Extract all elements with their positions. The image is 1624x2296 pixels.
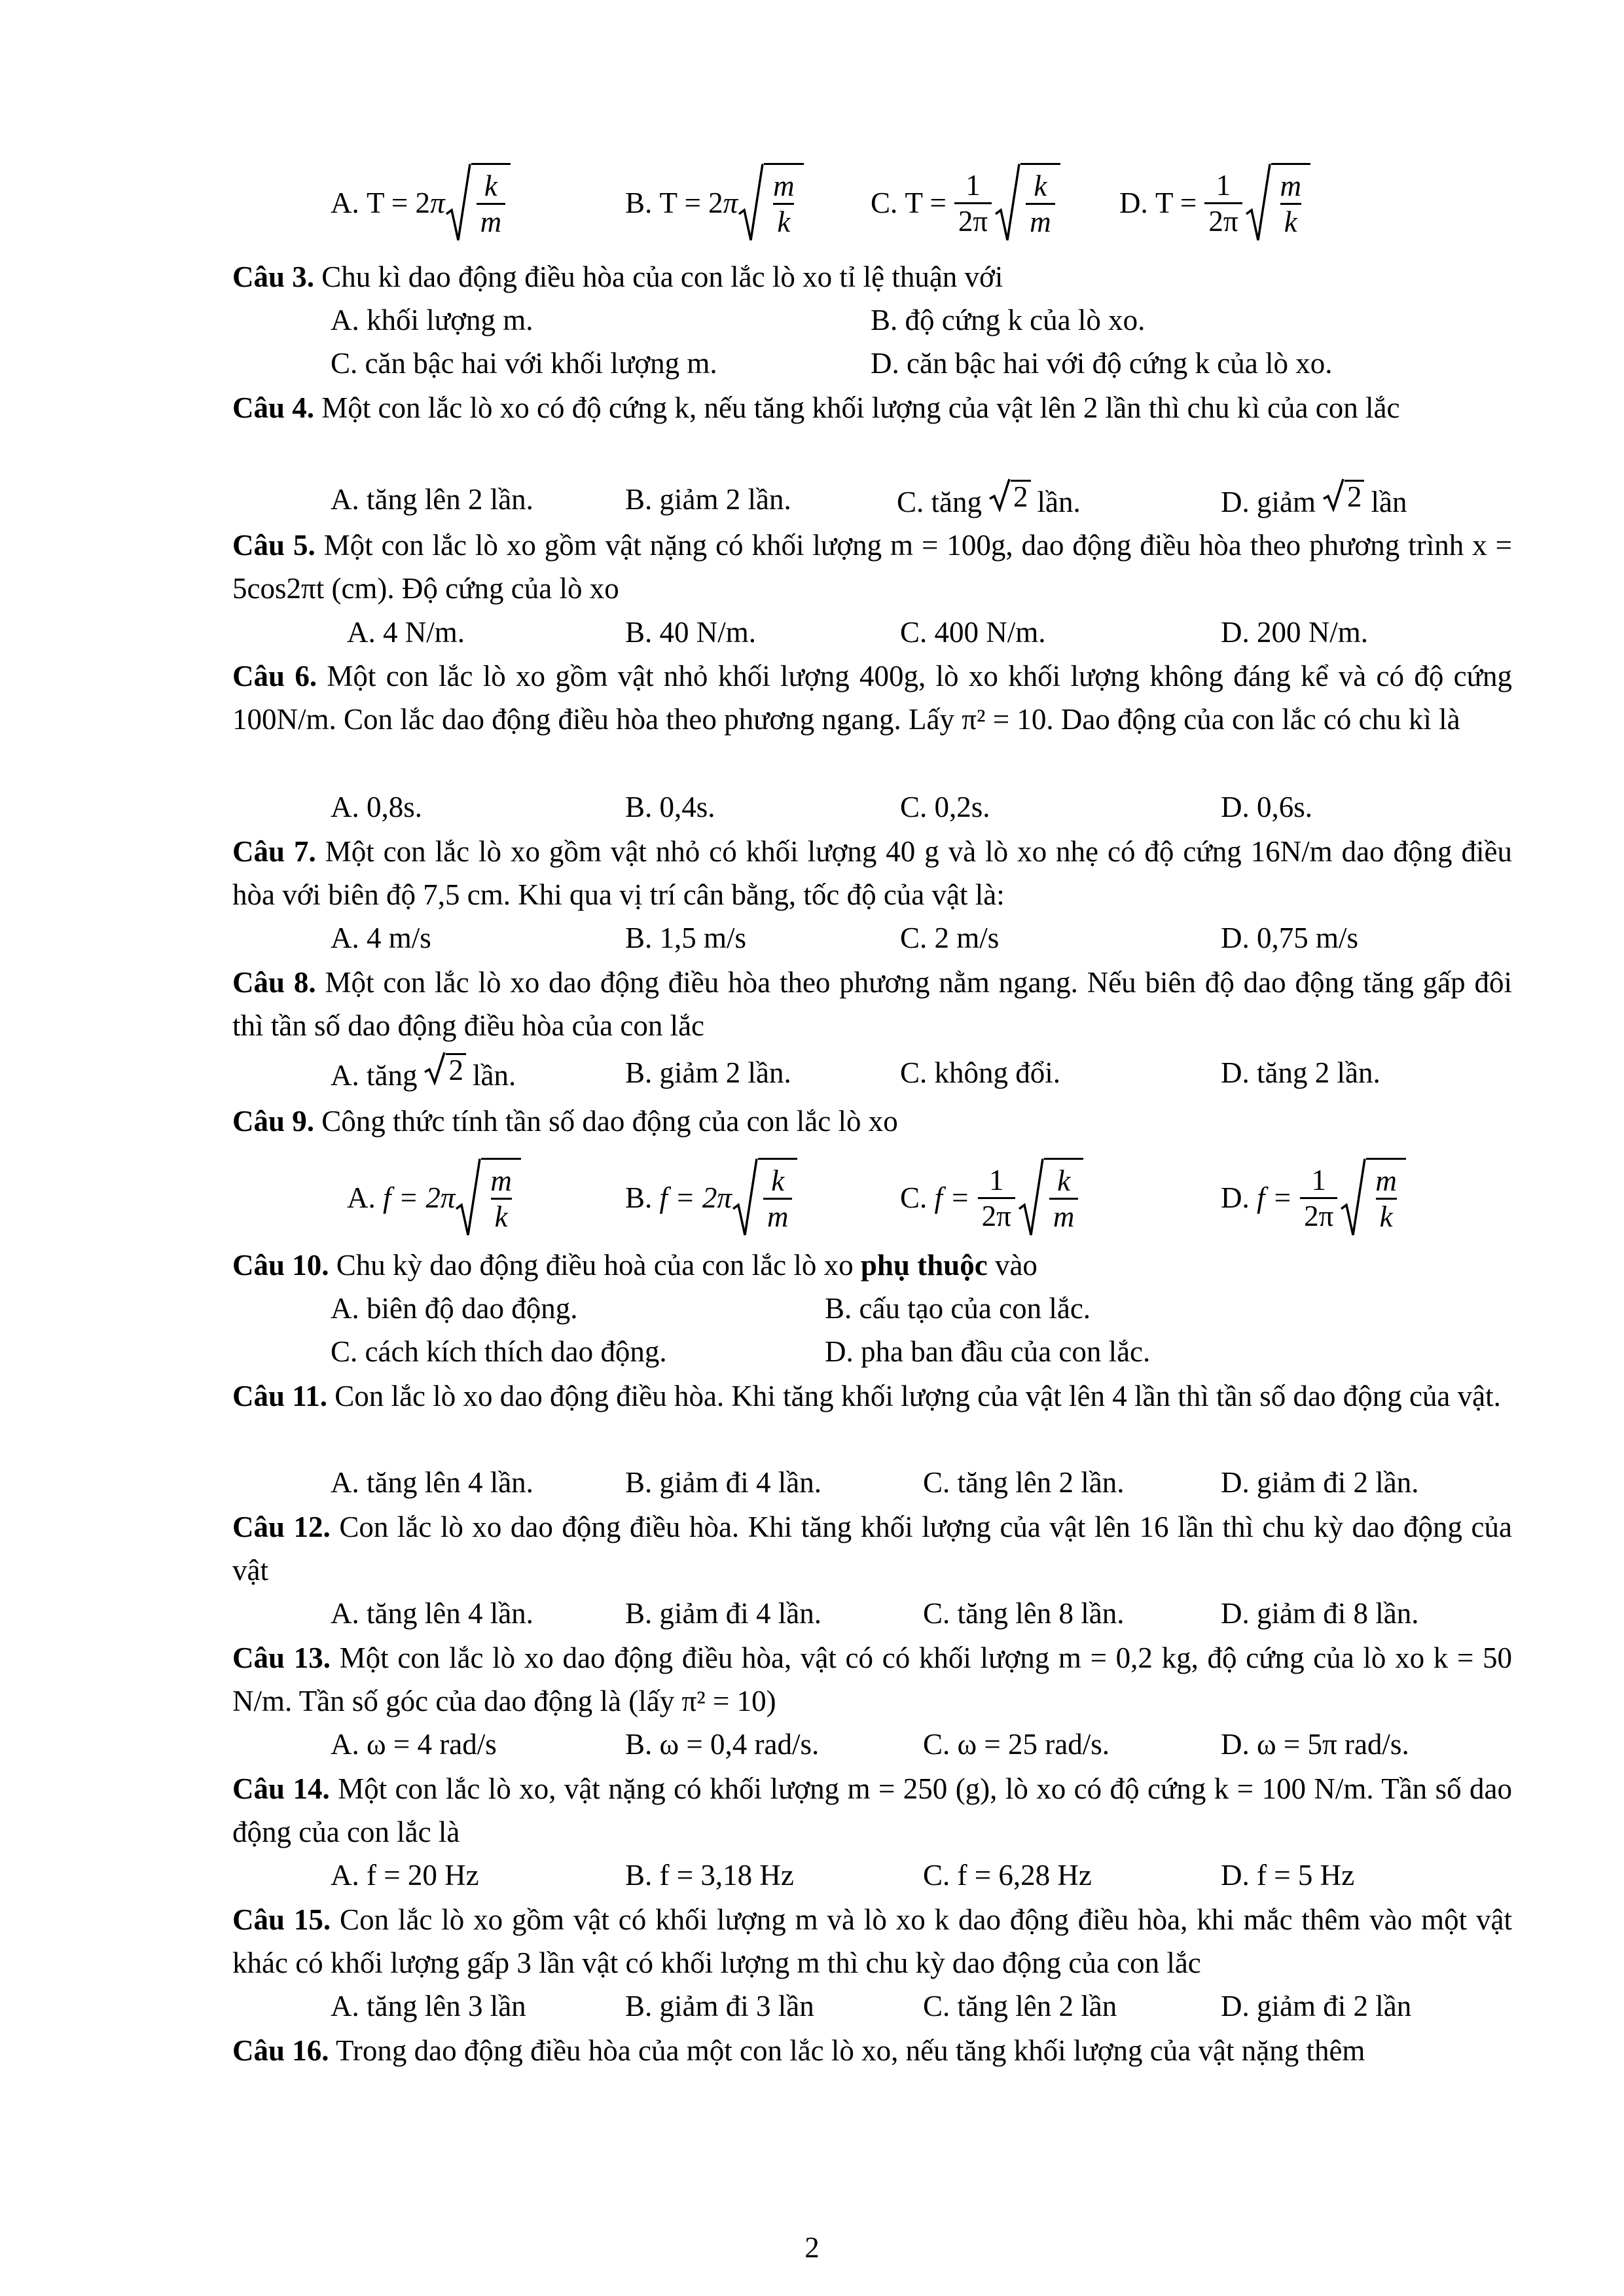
radicand: 2	[1344, 480, 1365, 512]
question-label: Câu 5.	[232, 529, 316, 562]
q7-options	[0, 916, 1624, 960]
radical-sign	[445, 163, 471, 243]
option-letter: C.	[900, 1181, 935, 1214]
q11-option-c: C. tăng lên 2 lần.	[923, 1466, 1125, 1499]
fraction	[486, 1165, 516, 1232]
radicand: 2	[446, 1053, 466, 1085]
fraction	[1049, 1165, 1079, 1232]
fraction-numerator: m	[1280, 170, 1302, 202]
question-15	[232, 1898, 1512, 1984]
q7-option-c: C. 2 m/s	[900, 922, 1000, 954]
fraction-denominator: m	[1026, 203, 1055, 238]
question-text: Trong dao động điều hòa của một con lắc lò xo, nếu tăng khối lượng của vật nặng thêm	[329, 2034, 1365, 2067]
fraction-denominator: k	[1280, 203, 1301, 238]
q15-option-d: D. giảm đi 2 lần	[1221, 1990, 1412, 2022]
q11-options	[0, 1461, 1624, 1504]
q3-option-a: A. khối lượng m.	[331, 304, 533, 336]
fraction-numerator: k	[1034, 170, 1047, 202]
q4-option-a: A. tăng lên 2 lần.	[331, 483, 533, 516]
fraction-numerator: k	[1057, 1164, 1071, 1197]
q6-option-d: D. 0,6s.	[1221, 791, 1313, 823]
formula-lhs: T =	[1155, 187, 1197, 219]
sqrt-symbol	[424, 1051, 466, 1085]
square-root	[1340, 1158, 1406, 1238]
question-3	[232, 255, 1512, 298]
question-label: Câu 10.	[232, 1249, 329, 1282]
radicand	[481, 1158, 521, 1238]
option-letter: B.	[625, 187, 660, 219]
option-text: A. tăng	[331, 1059, 418, 1092]
fraction	[1300, 1164, 1337, 1232]
question-text: Con lắc lò xo gồm vật có khối lượng m và lò xo k dao động điều hòa, khi mắc thêm vào một vật khác có khối lượng gấp 3 lần vật có khối lượng m thì chu kỳ dao động của con lắc	[232, 1903, 1513, 1979]
q12-option-d: D. giảm đi 8 lần.	[1221, 1597, 1419, 1630]
question-text: Con lắc lò xo dao động điều hòa. Khi tăng khối lượng của vật lên 16 lần thì chu kỳ dao động của vật	[232, 1511, 1513, 1587]
q2-option-b	[625, 154, 804, 252]
q15-options	[0, 1984, 1624, 2028]
question-label: Câu 7.	[232, 835, 316, 868]
q12-option-a: A. tăng lên 4 lần.	[331, 1597, 533, 1630]
q10-options-row1	[0, 1287, 1624, 1330]
q14-option-a: A. f = 20 Hz	[331, 1859, 479, 1892]
q5-option-d: D. 200 N/m.	[1221, 616, 1368, 649]
square-root	[445, 163, 511, 243]
q10-option-a: A. biên độ dao động.	[331, 1292, 578, 1325]
fraction	[1371, 1165, 1401, 1232]
pi-symbol: π	[723, 187, 738, 219]
radical-sign	[1340, 1158, 1366, 1238]
q2-options	[0, 154, 1624, 252]
question-text: Một con lắc lò xo gồm vật nhỏ khối lượng 400g, lò xo khối lượng không đáng kể và có độ cứng 100N/m. Con lắc dao động điều hòa theo phương ngang. Lấy π² = 10. Dao động của con lắc có chu kì là	[232, 660, 1512, 736]
formula-lhs: f = 2	[659, 1181, 717, 1214]
question-7	[232, 830, 1512, 916]
q6-option-a: A. 0,8s.	[331, 791, 423, 823]
fraction-numerator: 1	[965, 168, 981, 202]
square-root	[1018, 1158, 1084, 1238]
question-13	[232, 1636, 1512, 1723]
formula-lhs: f =	[1257, 1181, 1293, 1214]
q12-option-c: C. tăng lên 8 lần.	[923, 1597, 1125, 1630]
option-letter: D.	[1221, 1181, 1257, 1214]
square-root	[994, 163, 1060, 243]
sqrt-symbol	[988, 478, 1031, 512]
radical-sign	[988, 478, 1011, 512]
question-label: Câu 14.	[232, 1772, 330, 1805]
question-6	[232, 655, 1512, 741]
q3-options-row2	[0, 342, 1624, 385]
q8-option-c: C. không đổi.	[900, 1056, 1061, 1089]
option-letter: A.	[347, 1181, 383, 1214]
q4-option-c	[897, 478, 1081, 524]
q8-option-b: B. giảm 2 lần.	[625, 1056, 791, 1089]
question-text: Một con lắc lò xo gồm vật nhỏ có khối lượng 40 g và lò xo nhẹ có độ cứng 16N/m dao động điều hòa với biên độ 7,5 cm. Khi qua vị trí cân bằng, tốc độ của vật là:	[232, 835, 1512, 911]
pi-symbol: π	[430, 187, 445, 219]
q4-option-d	[1221, 478, 1407, 524]
q14-option-c: C. f = 6,28 Hz	[923, 1859, 1092, 1892]
radicand	[764, 163, 804, 243]
square-root	[1245, 163, 1311, 243]
question-text: Chu kì dao động điều hòa của con lắc lò xo tỉ lệ thuận với	[314, 260, 1003, 293]
question-text: Chu kỳ dao động điều hoà của con lắc lò xo	[329, 1249, 861, 1282]
option-text: lần.	[1037, 486, 1081, 518]
fraction	[1026, 170, 1055, 238]
q4-option-b: B. giảm 2 lần.	[625, 483, 791, 516]
fraction-denominator: k	[491, 1198, 512, 1232]
fraction	[769, 170, 799, 238]
question-text: Một con lắc lò xo gồm vật nặng có khối lượng m = 100g, dao động điều hòa theo phương trình x = 5cos2πt (cm). Độ cứng của lò xo	[232, 529, 1512, 605]
q3-option-d: D. căn bậc hai với độ cứng k của lò xo.	[871, 347, 1333, 380]
question-label: Câu 13.	[232, 1641, 331, 1674]
q15-option-c: C. tăng lên 2 lần	[923, 1990, 1117, 2022]
fraction-numerator: m	[1375, 1164, 1397, 1197]
option-letter: A.	[331, 187, 367, 219]
radical-sign	[738, 163, 764, 243]
q14-options	[0, 1854, 1624, 1897]
question-10	[232, 1244, 1512, 1287]
fraction-denominator: k	[773, 203, 794, 238]
question-text: Con lắc lò xo dao động điều hòa. Khi tăng khối lượng của vật lên 4 lần thì tần số dao động của vật.	[327, 1380, 1501, 1412]
fraction	[978, 1164, 1015, 1232]
q6-option-b: B. 0,4s.	[625, 791, 715, 823]
square-root	[738, 163, 804, 243]
option-text: lần	[1371, 486, 1407, 518]
radical-sign	[1245, 163, 1271, 243]
fraction-numerator: m	[490, 1164, 512, 1197]
formula-lhs: T = 2	[367, 187, 431, 219]
question-8	[232, 961, 1512, 1047]
radicand	[1366, 1158, 1406, 1238]
radical-sign	[1322, 478, 1344, 512]
q9-option-a	[347, 1152, 521, 1244]
question-label: Câu 16.	[232, 2034, 329, 2067]
option-letter: B.	[625, 1181, 660, 1214]
option-text: lần.	[472, 1059, 516, 1092]
q3-option-c: C. căn bậc hai với khối lượng m.	[331, 347, 717, 380]
q15-option-a: A. tăng lên 3 lần	[331, 1990, 526, 2022]
q3-option-b: B. độ cứng k của lò xo.	[871, 304, 1146, 336]
question-12	[232, 1505, 1512, 1592]
radical-sign	[424, 1051, 446, 1085]
pi-symbol: π	[717, 1181, 732, 1214]
formula-lhs: f = 2	[383, 1181, 441, 1214]
radicand	[758, 1158, 798, 1238]
radical-sign	[994, 163, 1020, 243]
q7-option-d: D. 0,75 m/s	[1221, 922, 1359, 954]
q13-options	[0, 1723, 1624, 1766]
q4-options	[0, 478, 1624, 525]
radicand: 2	[1011, 480, 1031, 512]
sqrt-symbol	[1322, 478, 1365, 512]
question-4	[232, 386, 1512, 429]
q9-options	[0, 1152, 1624, 1244]
fraction	[763, 1165, 793, 1232]
fraction-denominator: 2π	[1204, 202, 1242, 237]
q5-options	[0, 611, 1624, 654]
fraction-numerator: 1	[1311, 1163, 1326, 1196]
fraction	[1204, 170, 1242, 237]
question-14	[232, 1767, 1512, 1854]
fraction-denominator: m	[477, 203, 506, 238]
q10-option-b: B. cấu tạo của con lắc.	[825, 1292, 1091, 1325]
question-text: vào	[987, 1249, 1038, 1282]
option-letter: C.	[871, 187, 905, 219]
q10-option-c: C. cách kích thích dao động.	[331, 1335, 667, 1368]
pi-symbol: π	[440, 1181, 456, 1214]
q9-option-c	[900, 1152, 1083, 1244]
q15-option-b: B. giảm đi 3 lần	[625, 1990, 814, 2022]
q6-options	[0, 785, 1624, 829]
q7-option-a: A. 4 m/s	[331, 922, 431, 954]
q9-option-d	[1221, 1152, 1406, 1244]
q11-option-d: D. giảm đi 2 lần.	[1221, 1466, 1419, 1499]
q2-option-d	[1119, 154, 1310, 252]
radical-sign	[455, 1158, 481, 1238]
option-letter: D.	[1119, 187, 1155, 219]
option-text: D. giảm	[1221, 486, 1316, 518]
fraction-denominator: k	[1376, 1198, 1397, 1232]
square-root	[732, 1158, 798, 1238]
radicand	[1271, 163, 1311, 243]
q8-options	[0, 1051, 1624, 1098]
radicand	[1044, 1158, 1084, 1238]
question-text: Công thức tính tần số dao động của con lắc lò xo	[314, 1105, 898, 1138]
square-root	[455, 1158, 521, 1238]
fraction-numerator: k	[484, 170, 497, 202]
q14-option-b: B. f = 3,18 Hz	[625, 1859, 794, 1892]
q10-options-row2	[0, 1330, 1624, 1373]
fraction-denominator: m	[763, 1198, 793, 1232]
radical-sign	[1018, 1158, 1044, 1238]
q8-option-a	[331, 1051, 516, 1097]
formula-lhs: T = 2	[659, 187, 723, 219]
question-label: Câu 3.	[232, 260, 315, 293]
question-16	[232, 2029, 1512, 2072]
fraction	[954, 170, 992, 237]
q3-options-row1	[0, 298, 1624, 342]
q13-option-b: B. ω = 0,4 rad/s.	[625, 1728, 820, 1761]
fraction-numerator: 1	[989, 1163, 1004, 1196]
q12-options	[0, 1592, 1624, 1635]
formula-lhs: f =	[934, 1181, 970, 1214]
question-emphasis: phụ thuộc	[860, 1249, 988, 1282]
question-label: Câu 15.	[232, 1903, 331, 1936]
q11-option-b: B. giảm đi 4 lần.	[625, 1466, 821, 1499]
question-text: Một con lắc lò xo dao động điều hòa, vật có có khối lượng m = 0,2 kg, độ cứng của lò xo k = 50 N/m. Tần số góc của dao động là (lấy π² = 10)	[232, 1641, 1513, 1717]
fraction-numerator: 1	[1216, 168, 1231, 202]
fraction-denominator: 2π	[1300, 1197, 1337, 1232]
question-label: Câu 6.	[232, 660, 317, 692]
formula-lhs: T =	[905, 187, 947, 219]
page-number: 2	[804, 2231, 820, 2264]
q8-option-d: D. tăng 2 lần.	[1221, 1056, 1380, 1089]
q5-option-a: A. 4 N/m.	[347, 616, 465, 649]
fraction	[477, 170, 506, 238]
question-label: Câu 11.	[232, 1380, 328, 1412]
question-text: Một con lắc lò xo dao động điều hòa theo phương nằm ngang. Nếu biên độ dao động tăng gấp đôi thì tần số dao động điều hòa của con lắc	[232, 966, 1512, 1042]
q13-option-a: A. ω = 4 rad/s	[331, 1728, 497, 1761]
question-text: Một con lắc lò xo có độ cứng k, nếu tăng khối lượng của vật lên 2 lần thì chu kì của con lắc	[314, 391, 1400, 424]
q5-option-b: B. 40 N/m.	[625, 616, 757, 649]
question-label: Câu 8.	[232, 966, 316, 999]
radical-sign	[732, 1158, 758, 1238]
q12-option-b: B. giảm đi 4 lần.	[625, 1597, 821, 1630]
option-text: C. tăng	[897, 486, 982, 518]
question-9	[232, 1100, 1512, 1143]
q10-option-d: D. pha ban đầu của con lắc.	[825, 1335, 1151, 1368]
question-5	[232, 524, 1512, 610]
q13-option-c: C. ω = 25 rad/s.	[923, 1728, 1110, 1761]
question-label: Câu 4.	[232, 391, 315, 424]
question-label: Câu 9.	[232, 1105, 315, 1138]
q11-option-a: A. tăng lên 4 lần.	[331, 1466, 533, 1499]
radicand	[471, 163, 511, 243]
q14-option-d: D. f = 5 Hz	[1221, 1859, 1355, 1892]
fraction-denominator: 2π	[954, 202, 992, 237]
radicand	[1020, 163, 1060, 243]
fraction-numerator: m	[773, 170, 795, 202]
q9-option-b	[625, 1152, 797, 1244]
fraction-denominator: m	[1049, 1198, 1079, 1232]
q2-option-a	[331, 154, 511, 252]
question-text: Một con lắc lò xo, vật nặng có khối lượng m = 250 (g), lò xo có độ cứng k = 100 N/m. Tần số dao động của con lắc là	[232, 1772, 1512, 1848]
q6-option-c: C. 0,2s.	[900, 791, 990, 823]
q5-option-c: C. 400 N/m.	[900, 616, 1046, 649]
q13-option-d: D. ω = 5π rad/s.	[1221, 1728, 1409, 1761]
fraction	[1276, 170, 1306, 238]
q7-option-b: B. 1,5 m/s	[625, 922, 747, 954]
question-label: Câu 12.	[232, 1511, 331, 1543]
q2-option-c	[871, 154, 1060, 252]
fraction-denominator: 2π	[978, 1197, 1015, 1232]
question-11	[232, 1374, 1512, 1418]
fraction-numerator: k	[771, 1164, 785, 1197]
